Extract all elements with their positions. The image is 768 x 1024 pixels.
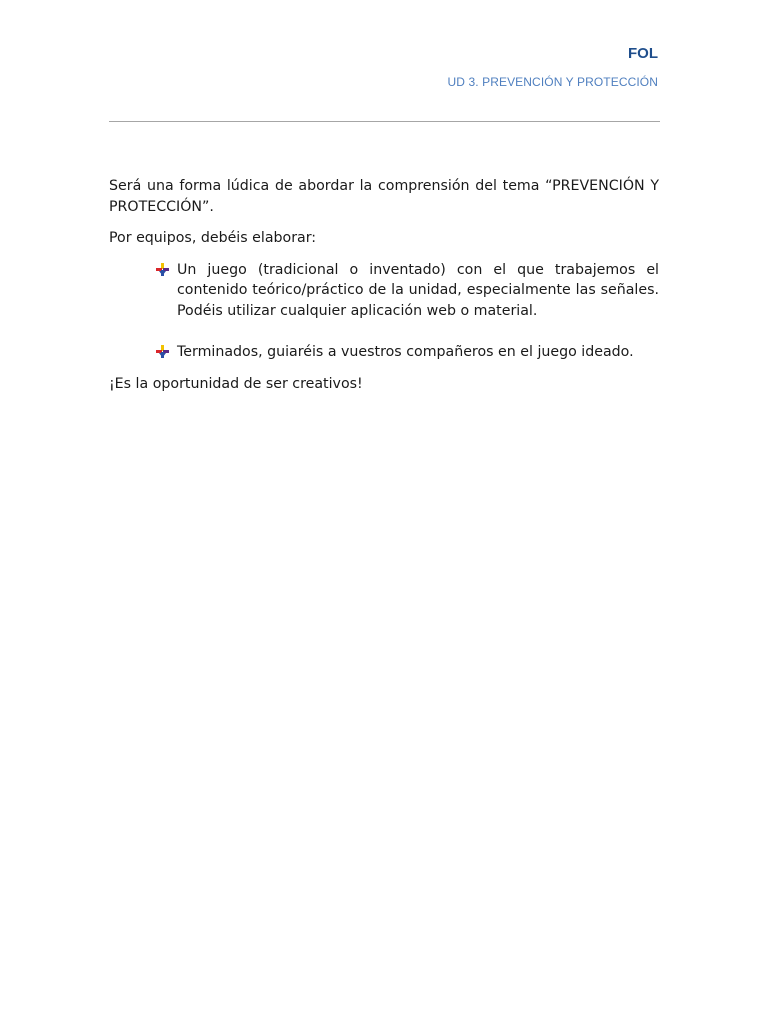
list-item	[156, 342, 659, 363]
document-body	[109, 176, 659, 405]
page-header	[448, 44, 659, 90]
list-item-text: Un juego (tradicional o inventado) con el que trabajemos el contenido teórico/práctico de la unidad, especialmente las señales. Podéis utilizar cualquier aplicación web o material.	[177, 261, 659, 319]
header-divider	[109, 121, 660, 122]
intro-paragraph: Será una forma lúdica de abordar la comprensión del tema “PREVENCIÓN Y PROTECCIÓN”.	[109, 178, 659, 215]
closing-paragraph: ¡Es la oportunidad de ser creativos!	[109, 375, 363, 392]
four-color-arrows-bullet-icon	[156, 345, 169, 358]
list-item	[156, 260, 659, 322]
header-subtitle: UD 3. PREVENCIÓN Y PROTECCIÓN	[447, 75, 658, 89]
instruction-paragraph: Por equipos, debéis elaborar:	[109, 230, 317, 246]
list-item-text: Terminados, guiaréis a vuestros compañeros en el juego ideado.	[177, 344, 634, 360]
header-title: FOL	[628, 45, 658, 62]
bullet-list	[109, 260, 659, 363]
four-color-arrows-bullet-icon	[156, 263, 169, 276]
